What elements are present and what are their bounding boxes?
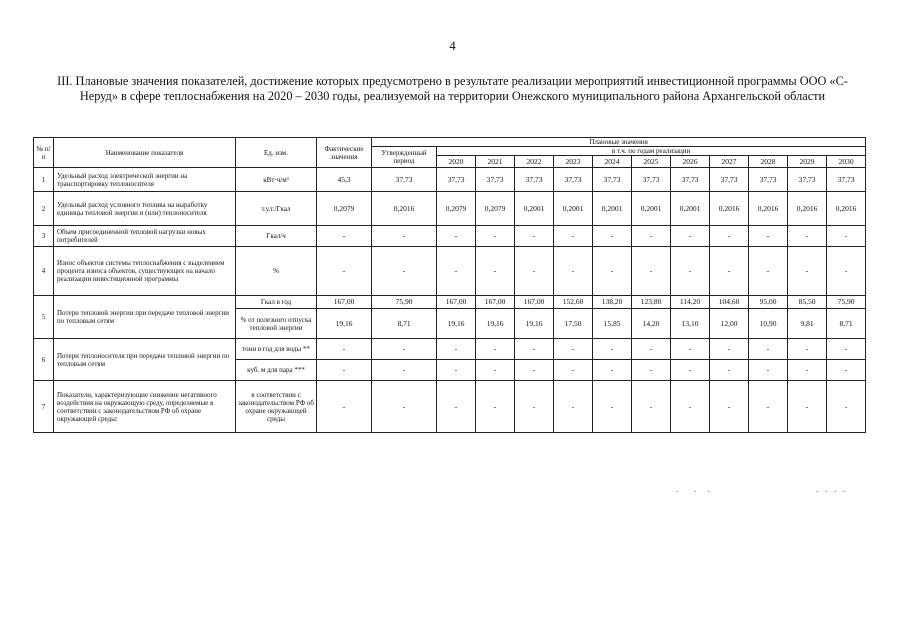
row-year-value: -: [827, 381, 866, 433]
row-year-value: -: [788, 339, 827, 360]
row-year-value: -: [671, 226, 710, 247]
row-year-value: 37,73: [437, 168, 476, 192]
row-year-value: -: [476, 339, 515, 360]
row-unit: % от полезного отпуска тепловой энергии: [236, 309, 317, 339]
row-approved: -: [372, 247, 437, 296]
row-year-value: -: [710, 226, 749, 247]
row-year-value: 0,2016: [827, 192, 866, 226]
row-year-value: 37,73: [749, 168, 788, 192]
header-name: Наименование показателя: [54, 138, 236, 168]
row-year-value: -: [749, 360, 788, 381]
row-year-value: -: [515, 247, 554, 296]
table-row: [34, 192, 866, 226]
header-year: 2020: [437, 156, 476, 168]
row-year-value: 95,00: [749, 296, 788, 309]
header-year: 2029: [788, 156, 827, 168]
row-year-value: 13,10: [671, 309, 710, 339]
row-name: Износ объектов системы теплоснабжения с выделением процента износа объектов, существующих на начало реализации инвестиционной программы: [54, 247, 236, 296]
row-year-value: -: [710, 339, 749, 360]
header-year: 2022: [515, 156, 554, 168]
row-num: 7: [34, 381, 54, 433]
row-year-value: 138,20: [593, 296, 632, 309]
row-year-value: -: [710, 381, 749, 433]
row-year-value: 0,2001: [632, 192, 671, 226]
row-year-value: 19,16: [476, 309, 515, 339]
row-fact: -: [317, 381, 372, 433]
row-num: 1: [34, 168, 54, 192]
row-num: 6: [34, 339, 54, 381]
scan-dots: . . .: [676, 484, 712, 495]
row-year-value: -: [593, 247, 632, 296]
section-title: III. Плановые значения показателей, достижение которых предусмотрено в результате реализации мероприятий инвестиционной программы ООО «С-Неруд» в сфере теплоснабжения на 2020 – 2030 годы, реализуемой на территории Онежского муниципального района Архангельской области: [57, 74, 848, 103]
row-year-value: 123,80: [632, 296, 671, 309]
row-fact: -: [317, 226, 372, 247]
row-year-value: 167,00: [515, 296, 554, 309]
row-year-value: -: [632, 339, 671, 360]
row-name: Удельный расход электрической энергии на транспортировку теплоносителя: [54, 168, 236, 192]
row-num: 5: [34, 296, 54, 339]
row-year-value: -: [827, 339, 866, 360]
row-approved: -: [372, 339, 437, 360]
row-year-value: -: [554, 247, 593, 296]
header-year: 2028: [749, 156, 788, 168]
table-row: [34, 339, 866, 360]
row-year-value: -: [710, 360, 749, 381]
row-year-value: -: [827, 247, 866, 296]
row-unit: %: [236, 247, 317, 296]
row-year-value: 104,60: [710, 296, 749, 309]
row-unit: куб. м для пара ***: [236, 360, 317, 381]
row-fact: -: [317, 339, 372, 360]
header-year: 2023: [554, 156, 593, 168]
row-year-value: 15,85: [593, 309, 632, 339]
row-year-value: 8,71: [827, 309, 866, 339]
row-year-value: -: [749, 381, 788, 433]
row-year-value: 0,2001: [515, 192, 554, 226]
row-fact: 0,2079: [317, 192, 372, 226]
header-year: 2021: [476, 156, 515, 168]
row-year-value: 37,73: [476, 168, 515, 192]
row-year-value: -: [710, 247, 749, 296]
row-year-value: -: [632, 381, 671, 433]
row-year-value: 17,50: [554, 309, 593, 339]
header-unit: Ед. изм.: [236, 138, 317, 168]
row-year-value: -: [671, 360, 710, 381]
header-year: 2024: [593, 156, 632, 168]
header-planned: Плановые значения: [372, 138, 866, 147]
row-year-value: -: [476, 381, 515, 433]
row-year-value: 0,2016: [710, 192, 749, 226]
row-approved: 75,90: [372, 296, 437, 309]
row-year-value: 14,20: [632, 309, 671, 339]
row-year-value: -: [437, 339, 476, 360]
row-year-value: -: [437, 381, 476, 433]
row-year-value: -: [515, 381, 554, 433]
header-approved: Утвержденный период: [372, 147, 437, 168]
row-year-value: -: [476, 226, 515, 247]
row-year-value: -: [437, 226, 476, 247]
row-year-value: -: [593, 339, 632, 360]
header-fact: Фактические значения: [317, 138, 372, 168]
header-year: 2030: [827, 156, 866, 168]
row-year-value: -: [788, 247, 827, 296]
row-year-value: -: [788, 381, 827, 433]
row-year-value: 37,73: [632, 168, 671, 192]
row-name: Показатели, характеризующие снижение негативного воздействия на окружающую среду, определяемые в соответствии с законодательством РФ об охране окружающей среды:: [54, 381, 236, 433]
table-row: [34, 381, 866, 433]
header-by-years: в т.ч. по годам реализации: [437, 147, 866, 156]
row-approved: -: [372, 226, 437, 247]
row-year-value: 0,2016: [788, 192, 827, 226]
row-unit: т.у.т./Гкал: [236, 192, 317, 226]
row-year-value: -: [671, 339, 710, 360]
row-year-value: 0,2001: [554, 192, 593, 226]
row-year-value: -: [827, 226, 866, 247]
row-year-value: -: [515, 339, 554, 360]
row-year-value: -: [554, 226, 593, 247]
row-year-value: 152,60: [554, 296, 593, 309]
row-year-value: -: [515, 360, 554, 381]
row-year-value: 37,73: [554, 168, 593, 192]
row-unit: Гкал в год: [236, 296, 317, 309]
row-unit: тонн в год для воды **: [236, 339, 317, 360]
row-year-value: -: [671, 381, 710, 433]
row-approved: 8,71: [372, 309, 437, 339]
row-year-value: -: [593, 360, 632, 381]
table-row: [34, 168, 866, 192]
row-year-value: -: [593, 381, 632, 433]
row-year-value: 37,73: [515, 168, 554, 192]
header-year: 2025: [632, 156, 671, 168]
row-year-value: -: [788, 360, 827, 381]
header-year: 2026: [671, 156, 710, 168]
row-year-value: -: [749, 226, 788, 247]
row-name: Потери тепловой энергии при передаче тепловой энергии по тепловым сетям: [54, 296, 236, 339]
row-year-value: 75,90: [827, 296, 866, 309]
row-year-value: 85,50: [788, 296, 827, 309]
row-year-value: 167,00: [476, 296, 515, 309]
row-year-value: -: [671, 247, 710, 296]
indicators-table: [33, 137, 866, 433]
row-year-value: -: [593, 226, 632, 247]
row-year-value: 0,2001: [671, 192, 710, 226]
header-row: [34, 138, 866, 147]
row-year-value: 12,00: [710, 309, 749, 339]
row-year-value: -: [632, 247, 671, 296]
row-year-value: 10,90: [749, 309, 788, 339]
row-fact: 19,16: [317, 309, 372, 339]
row-year-value: 37,73: [593, 168, 632, 192]
row-year-value: -: [554, 360, 593, 381]
row-year-value: -: [788, 226, 827, 247]
row-year-value: -: [437, 360, 476, 381]
row-fact: -: [317, 360, 372, 381]
row-year-value: 37,73: [827, 168, 866, 192]
row-num: 2: [34, 192, 54, 226]
row-approved: -: [372, 381, 437, 433]
row-name: Удельный расход условного топлива на выработку единицы тепловой энергии и (или) теплоносителя: [54, 192, 236, 226]
row-year-value: -: [476, 360, 515, 381]
row-year-value: 167,00: [437, 296, 476, 309]
table-row: [34, 226, 866, 247]
row-approved: -: [372, 360, 437, 381]
row-name: Объем присоединенной тепловой нагрузки новых потребителей: [54, 226, 236, 247]
row-unit: в соответствии с законодательством РФ об охране окружающей среды: [236, 381, 317, 433]
scan-dots: . . . .: [816, 484, 848, 495]
row-year-value: 114,20: [671, 296, 710, 309]
row-year-value: -: [827, 360, 866, 381]
row-fact: -: [317, 247, 372, 296]
row-year-value: -: [554, 381, 593, 433]
row-year-value: -: [749, 339, 788, 360]
row-year-value: -: [554, 339, 593, 360]
row-year-value: 37,73: [671, 168, 710, 192]
header-year: 2027: [710, 156, 749, 168]
table-row: [34, 296, 866, 309]
row-year-value: 0,2016: [749, 192, 788, 226]
row-year-value: -: [632, 360, 671, 381]
row-unit: кВт·ч/м³: [236, 168, 317, 192]
row-year-value: -: [749, 247, 788, 296]
table-row: [34, 247, 866, 296]
row-num: 3: [34, 226, 54, 247]
row-fact: 45,3: [317, 168, 372, 192]
row-year-value: 37,73: [710, 168, 749, 192]
header-num: № п/п: [34, 138, 54, 168]
row-year-value: 0,2001: [593, 192, 632, 226]
row-year-value: 19,16: [515, 309, 554, 339]
row-name: Потери теплоносителя при передаче тепловой энергии по тепловым сетям: [54, 339, 236, 381]
row-fact: 167,00: [317, 296, 372, 309]
row-year-value: -: [515, 226, 554, 247]
row-year-value: 0,2079: [437, 192, 476, 226]
row-num: 4: [34, 247, 54, 296]
row-year-value: 9,81: [788, 309, 827, 339]
row-approved: 37,73: [372, 168, 437, 192]
row-year-value: -: [632, 226, 671, 247]
row-year-value: -: [476, 247, 515, 296]
row-unit: Гкал/ч: [236, 226, 317, 247]
row-year-value: -: [437, 247, 476, 296]
row-year-value: 19,16: [437, 309, 476, 339]
page-number: 4: [449, 38, 456, 53]
row-year-value: 0,2079: [476, 192, 515, 226]
row-approved: 0,2016: [372, 192, 437, 226]
row-year-value: 37,73: [788, 168, 827, 192]
